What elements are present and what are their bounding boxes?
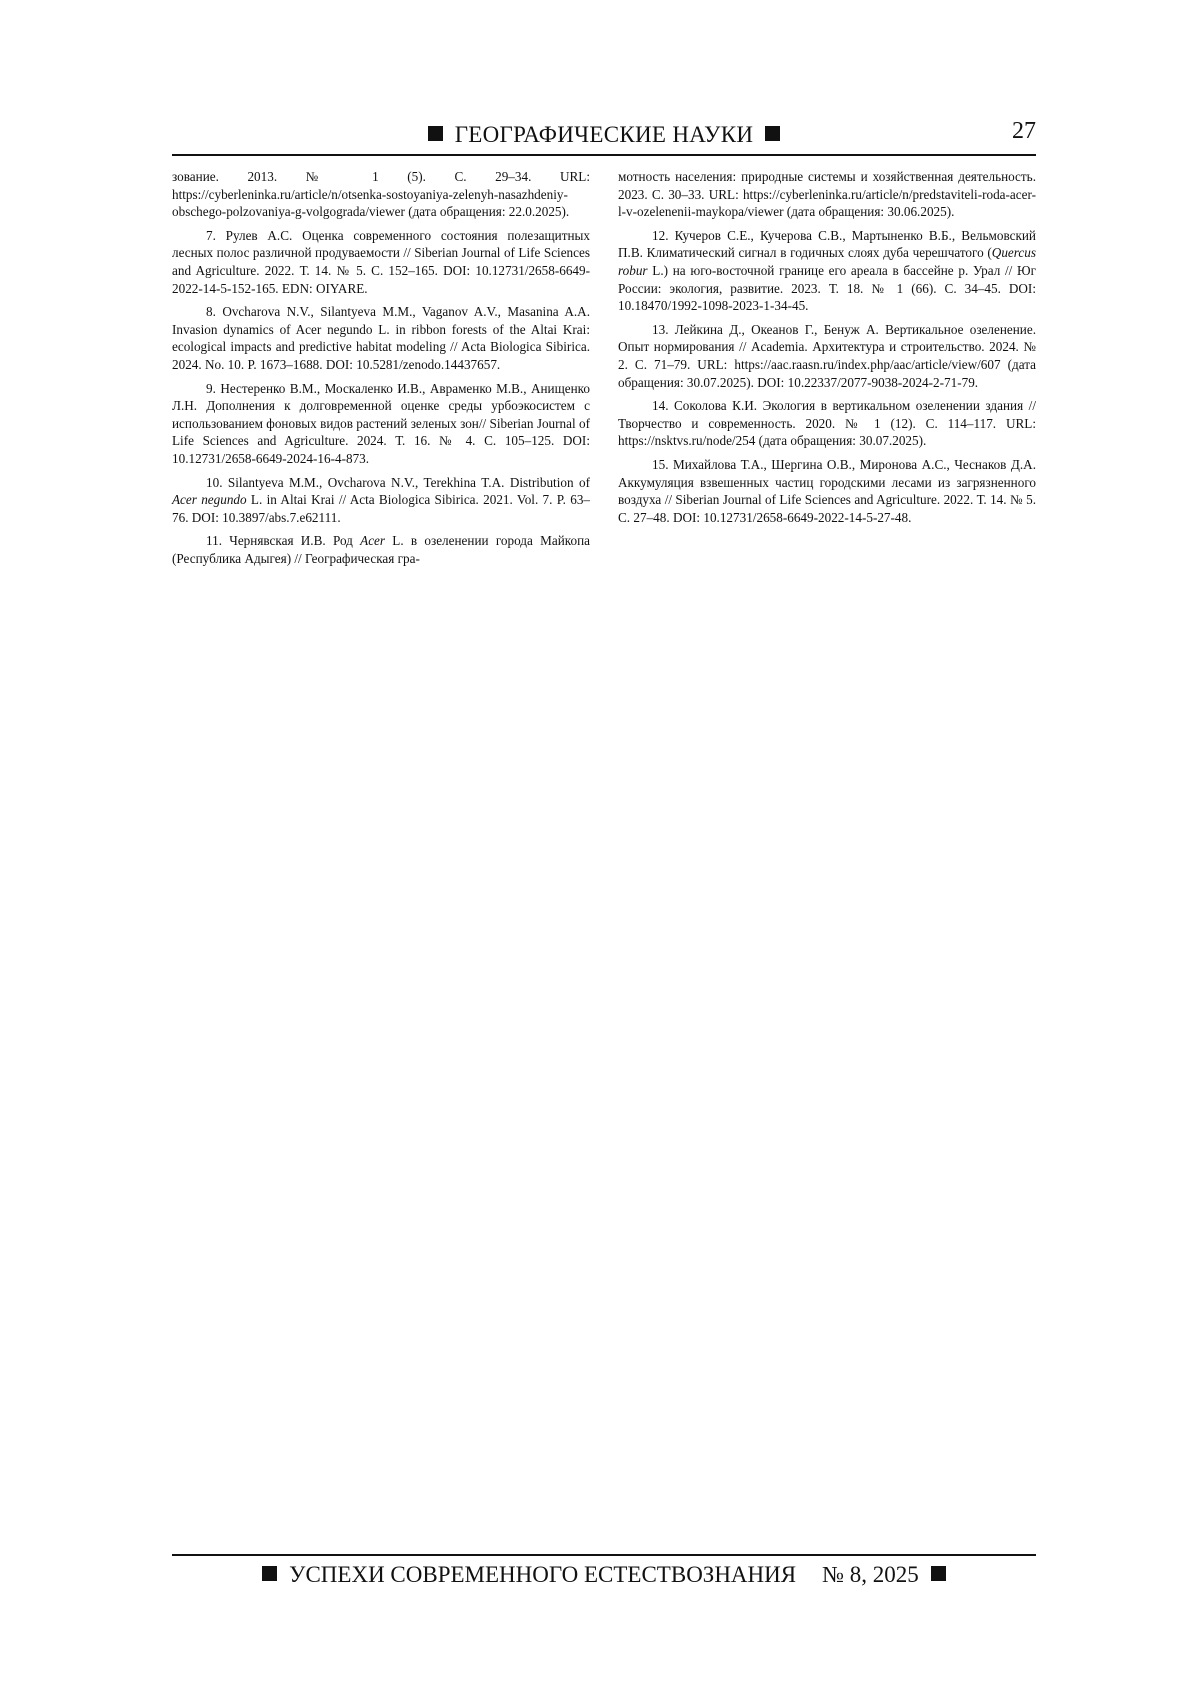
reference-item [172,474,590,527]
footer-rule [172,1554,1036,1556]
reference-item: 7. Рулев А.С. Оценка современного состояния полезащитных лесных полос различной продуваемости // Siberian Journal of Life Sciences and Agriculture. 2022. Т. 14. № 5. С. 152–165. DOI: 10.12731/2658-6649-2022-14-5-152-165. EDN: OIYARE. [172,227,590,296]
species-name: Quercus robur [618,245,1036,278]
reference-text: L.) на юго-восточной границе его ареала в бассейне р. Урал // Юг России: экология, развитие. 2023. Т. 18. № 1 (66). С. 34–45. DOI: 10.18470/1992-1098-2023-1-34-45. [618,262,1036,314]
reference-item [618,227,1036,315]
reference-text: 12. Кучеров С.Е., Кучерова С.В., Мартыненко В.Б., Вельмовский П.В. Климатический сигнал в годичных слоях дуба черешчатого ( [618,227,1036,261]
left-column [172,168,590,573]
journal-title: УСПЕХИ СОВРЕМЕННОГО ЕСТЕСТВОЗНАНИЯ [289,1562,797,1587]
reference-item: 14. Соколова К.И. Экология в вертикальном озеленении здания // Творчество и современность. 2020. № 1 (12). С. 114–117. URL: https://nsktvs.ru/node/254 (дата обращения: 30.07.2025). [618,398,1036,449]
reference-text: 11. Чернявская И.В. Род [206,533,361,549]
species-name: Acer negundo [172,492,247,508]
genus-name: Acer [360,533,386,549]
square-bullet-icon [931,1566,946,1581]
running-header [172,120,1036,150]
issue-number: № 8, 2025 [822,1562,919,1587]
section-header [172,120,1036,150]
reference-item: 13. Лейкина Д., Океанов Г., Бенуж А. Вертикальное озеленение. Опыт нормирования // Academia. Архитектура и строительство. 2024. № 2. С. 71–79. URL: https://aac.raasn.ru/index.php/aac/article/view/607 (дата обращения: 30.07.2025). DOI: 10.22337/2077-9038-2024-2-71-79. [618,321,1036,390]
reference-item: 8. Ovcharova N.V., Silantyeva M.M., Vaganov A.V., Masanina A.A. Invasion dynamics of Acer negundo L. in ribbon forests of the Altai Krai: ecological impacts and predictive habitat modeling // Acta Biologica Sibirica. 2024. No. 10. P. 1673–1688. DOI: 10.5281/zenodo.14437657. [172,304,590,372]
page-number: 27 [1012,118,1036,144]
right-column [618,168,1036,532]
reference-text: L. в озеленении города Майкопа (Республика Адыгея) // Географическая гра- [172,533,590,566]
reference-text: 10. Silantyeva M.M., Ovcharova N.V., Terekhina T.A. Distribution of [206,474,590,490]
square-bullet-icon [765,126,780,141]
header-rule [172,154,1036,156]
reference-text: L. in Altai Krai // Acta Biologica Sibirica. 2021. Vol. 7. P. 63–76. DOI: 10.3897/abs.7.e62111. [172,492,591,525]
reference-item: 15. Михайлова Т.А., Шергина О.В., Миронова А.С., Чеснаков Д.А. Аккумуляция взвешенных частиц городскими лесами из загрязненного воздуха // Siberian Journal of Life Sciences and Agriculture. 2022. Т. 14. № 5. С. 27–48. DOI: 10.12731/2658-6649-2022-14-5-27-48. [618,456,1036,525]
reference-item: мотность населения: природные системы и хозяйственная деятельность. 2023. С. 30–33. URL: https://cyberleninka.ru/article/n/predstaviteli-roda-acer-l-v-ozelenenii-maykopa/viewer (дата обращения: 30.06.2025). [618,169,1036,220]
reference-item: зование. 2013. № 1 (5). С. 29–34. URL: https://cyberleninka.ru/article/n/otsenka-sostoyaniya-zelenyh-nasazhdeniy-obschego-polzovaniya-g-volgograda/viewer (дата обращения: 22.0.2025). [172,169,590,220]
section-title: ГЕОГРАФИЧЕСКИЕ НАУКИ [454,122,754,147]
reference-item: 9. Нестеренко В.М., Москаленко И.В., Авраменко М.В., Анищенко Л.Н. Дополнения к долговременной оценке среды урбоэкосистем с использованием фоновых видов растений зеленых зон// Siberian Journal of Life Sciences and Agriculture. 2024. Т. 16. № 4. С. 105–125. DOI: 10.12731/2658-6649-2024-16-4-873. [172,380,590,466]
square-bullet-icon [428,126,443,141]
square-bullet-icon [262,1566,277,1581]
running-footer [172,1558,1036,1592]
reference-item [172,532,590,567]
